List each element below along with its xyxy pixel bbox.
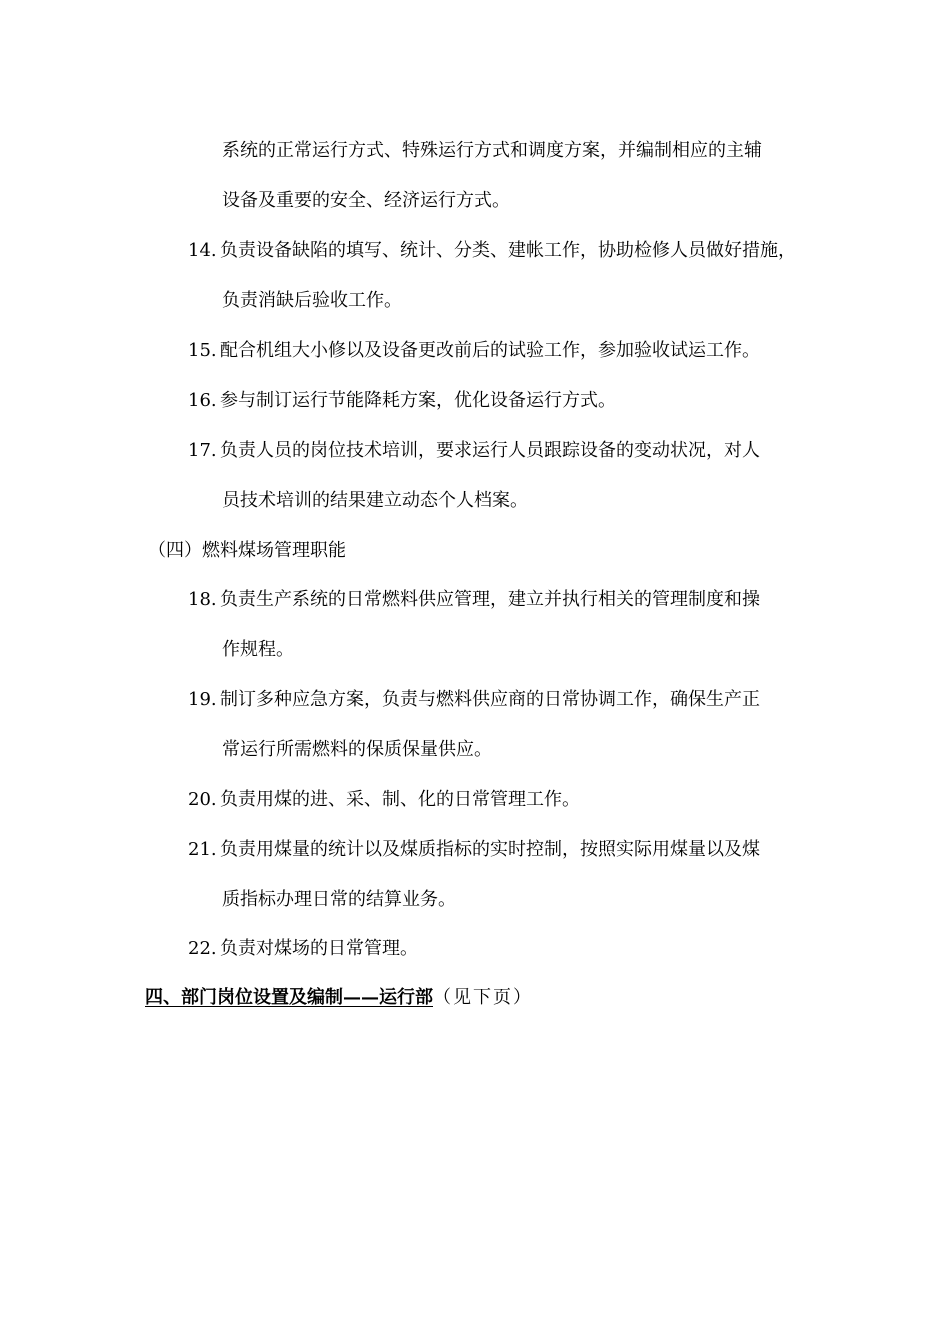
- list-text: 质指标办理日常的结算业务。: [222, 889, 456, 910]
- section-heading: [145, 986, 533, 1010]
- list-text: 员技术培训的结果建立动态个人档案。: [222, 490, 528, 511]
- list-text: 制订多种应急方案，负责与燃料供应商的日常协调工作，确保生产正: [220, 689, 760, 710]
- list-item-14: [188, 239, 796, 263]
- list-number: 21.: [188, 839, 217, 860]
- list-item-15: [188, 339, 760, 363]
- list-item-21: [188, 838, 760, 862]
- list-text: 参与制订运行节能降耗方案，优化设备运行方式。: [220, 390, 616, 411]
- list-text: 作规程。: [222, 639, 294, 660]
- list-number: 15.: [188, 340, 217, 361]
- subheading-text: （四）燃料煤场管理职能: [148, 540, 346, 561]
- list-item-18-cont: [222, 638, 294, 662]
- list-item-16: [188, 389, 616, 413]
- list-item-20: [188, 788, 580, 812]
- list-number: 19.: [188, 689, 217, 710]
- line-text: 系统的正常运行方式、特殊运行方式和调度方案，并编制相应的主辅: [222, 140, 762, 161]
- list-number: 18.: [188, 589, 217, 610]
- line-text: 设备及重要的安全、经济运行方式。: [222, 190, 510, 211]
- list-number: 14.: [188, 240, 217, 261]
- list-item-17-cont: [222, 489, 528, 513]
- list-item-18: [188, 588, 760, 612]
- list-item-19-cont: [222, 738, 492, 762]
- list-text: 负责用煤量的统计以及煤质指标的实时控制，按照实际用煤量以及煤: [220, 839, 760, 860]
- list-text: 负责对煤场的日常管理。: [220, 938, 418, 959]
- list-item-22: [188, 937, 418, 961]
- list-text: 负责消缺后验收工作。: [222, 290, 402, 311]
- section-heading-note: （见下页）: [433, 987, 533, 1008]
- list-item-17: [188, 439, 760, 463]
- subheading-four: [148, 539, 346, 563]
- list-text: 常运行所需燃料的保质保量供应。: [222, 739, 492, 760]
- list-text: 负责设备缺陷的填写、统计、分类、建帐工作，协助检修人员做好措施，: [220, 240, 796, 261]
- paragraph-line: [222, 139, 762, 163]
- list-text: 负责生产系统的日常燃料供应管理，建立并执行相关的管理制度和操: [220, 589, 760, 610]
- list-number: 22.: [188, 938, 217, 959]
- list-text: 负责人员的岗位技术培训，要求运行人员跟踪设备的变动状况，对人: [220, 440, 760, 461]
- list-item-14-cont: [222, 289, 402, 313]
- list-item-21-cont: [222, 888, 456, 912]
- list-item-19: [188, 688, 760, 712]
- list-number: 16.: [188, 390, 217, 411]
- paragraph-line: [222, 189, 510, 213]
- section-heading-text: 四、部门岗位设置及编制——运行部: [145, 987, 433, 1008]
- list-number: 17.: [188, 440, 217, 461]
- list-text: 负责用煤的进、采、制、化的日常管理工作。: [220, 789, 580, 810]
- list-text: 配合机组大小修以及设备更改前后的试验工作，参加验收试运工作。: [220, 340, 760, 361]
- list-number: 20.: [188, 789, 217, 810]
